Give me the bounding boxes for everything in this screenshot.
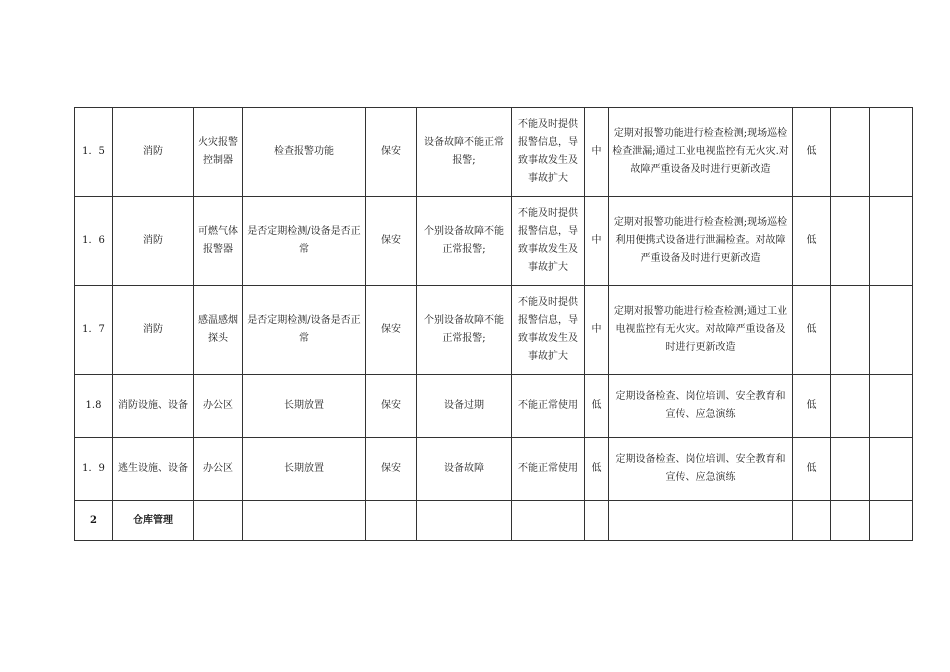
failure-cell: 设备故障 xyxy=(417,438,512,501)
empty-cell xyxy=(831,501,870,541)
empty-cell xyxy=(609,501,793,541)
empty-cell xyxy=(793,501,831,541)
item-cell: 感温感烟探头 xyxy=(194,286,243,375)
level-cell: 中 xyxy=(585,286,609,375)
level-cell: 低 xyxy=(585,438,609,501)
table-row xyxy=(75,286,913,375)
empty-cell xyxy=(870,197,913,286)
measures-cell: 定期设备检查、岗位培训、安全教育和宣传、应急演练 xyxy=(609,375,793,438)
risk-cell: 低 xyxy=(793,438,831,501)
failure-cell: 个别设备故障不能正常报警; xyxy=(417,286,512,375)
section-number: 2 xyxy=(75,501,113,541)
department-cell: 保安 xyxy=(366,286,417,375)
empty-cell xyxy=(243,501,366,541)
department-cell: 保安 xyxy=(366,108,417,197)
hazard-cell: 检查报警功能 xyxy=(243,108,366,197)
department-cell: 保安 xyxy=(366,375,417,438)
empty-cell xyxy=(870,438,913,501)
row-number: 1.8 xyxy=(75,375,113,438)
department-cell: 保安 xyxy=(366,438,417,501)
category-cell: 消防设施、设备 xyxy=(113,375,194,438)
empty-cell xyxy=(831,375,870,438)
consequence-cell: 不能正常使用 xyxy=(512,438,585,501)
empty-cell xyxy=(870,286,913,375)
failure-cell: 设备过期 xyxy=(417,375,512,438)
category-cell: 消防 xyxy=(113,108,194,197)
item-cell: 办公区 xyxy=(194,438,243,501)
measures-cell: 定期对报警功能进行检查检测;现场巡检检查泄漏;通过工业电视监控有无火灾.对故障严重设备及时进行更新改造 xyxy=(609,108,793,197)
empty-cell xyxy=(366,501,417,541)
consequence-cell: 不能及时提供报警信息，导致事故发生及事故扩大 xyxy=(512,108,585,197)
empty-cell xyxy=(831,438,870,501)
row-number: 1．6 xyxy=(75,197,113,286)
empty-cell xyxy=(831,108,870,197)
failure-cell: 设备故障不能正常报警; xyxy=(417,108,512,197)
risk-cell: 低 xyxy=(793,286,831,375)
empty-cell xyxy=(585,501,609,541)
empty-cell xyxy=(417,501,512,541)
measures-cell: 定期对报警功能进行检查检测;通过工业电视监控有无火灾。对故障严重设备及时进行更新改造 xyxy=(609,286,793,375)
table-row xyxy=(75,438,913,501)
hazard-cell: 是否定期检测/设备是否正常 xyxy=(243,197,366,286)
empty-cell xyxy=(512,501,585,541)
hazard-cell: 是否定期检测/设备是否正常 xyxy=(243,286,366,375)
level-cell: 中 xyxy=(585,108,609,197)
table-row xyxy=(75,108,913,197)
risk-cell: 低 xyxy=(793,375,831,438)
row-number: 1．5 xyxy=(75,108,113,197)
consequence-cell: 不能及时提供报警信息，导致事故发生及事故扩大 xyxy=(512,286,585,375)
risk-table xyxy=(74,107,913,541)
risk-cell: 低 xyxy=(793,108,831,197)
category-cell: 消防 xyxy=(113,197,194,286)
empty-cell xyxy=(870,501,913,541)
hazard-cell: 长期放置 xyxy=(243,375,366,438)
empty-cell xyxy=(870,108,913,197)
empty-cell xyxy=(194,501,243,541)
row-number: 1．9 xyxy=(75,438,113,501)
item-cell: 办公区 xyxy=(194,375,243,438)
failure-cell: 个别设备故障不能正常报警; xyxy=(417,197,512,286)
consequence-cell: 不能及时提供报警信息，导致事故发生及事故扩大 xyxy=(512,197,585,286)
empty-cell xyxy=(870,375,913,438)
measures-cell: 定期对报警功能进行检查检测;现场巡检利用便携式设备进行泄漏检查。对故障严重设备及时进行更新改造 xyxy=(609,197,793,286)
item-cell: 可燃气体报警器 xyxy=(194,197,243,286)
empty-cell xyxy=(831,286,870,375)
table-row xyxy=(75,375,913,438)
level-cell: 中 xyxy=(585,197,609,286)
section-title: 仓库管理 xyxy=(113,501,194,541)
item-cell: 火灾报警控制器 xyxy=(194,108,243,197)
hazard-cell: 长期放置 xyxy=(243,438,366,501)
empty-cell xyxy=(831,197,870,286)
consequence-cell: 不能正常使用 xyxy=(512,375,585,438)
risk-cell: 低 xyxy=(793,197,831,286)
category-cell: 消防 xyxy=(113,286,194,375)
section-row xyxy=(75,501,913,541)
row-number: 1．7 xyxy=(75,286,113,375)
level-cell: 低 xyxy=(585,375,609,438)
department-cell: 保安 xyxy=(366,197,417,286)
category-cell: 逃生设施、设备 xyxy=(113,438,194,501)
table-row xyxy=(75,197,913,286)
measures-cell: 定期设备检查、岗位培训、安全教育和宣传、应急演练 xyxy=(609,438,793,501)
